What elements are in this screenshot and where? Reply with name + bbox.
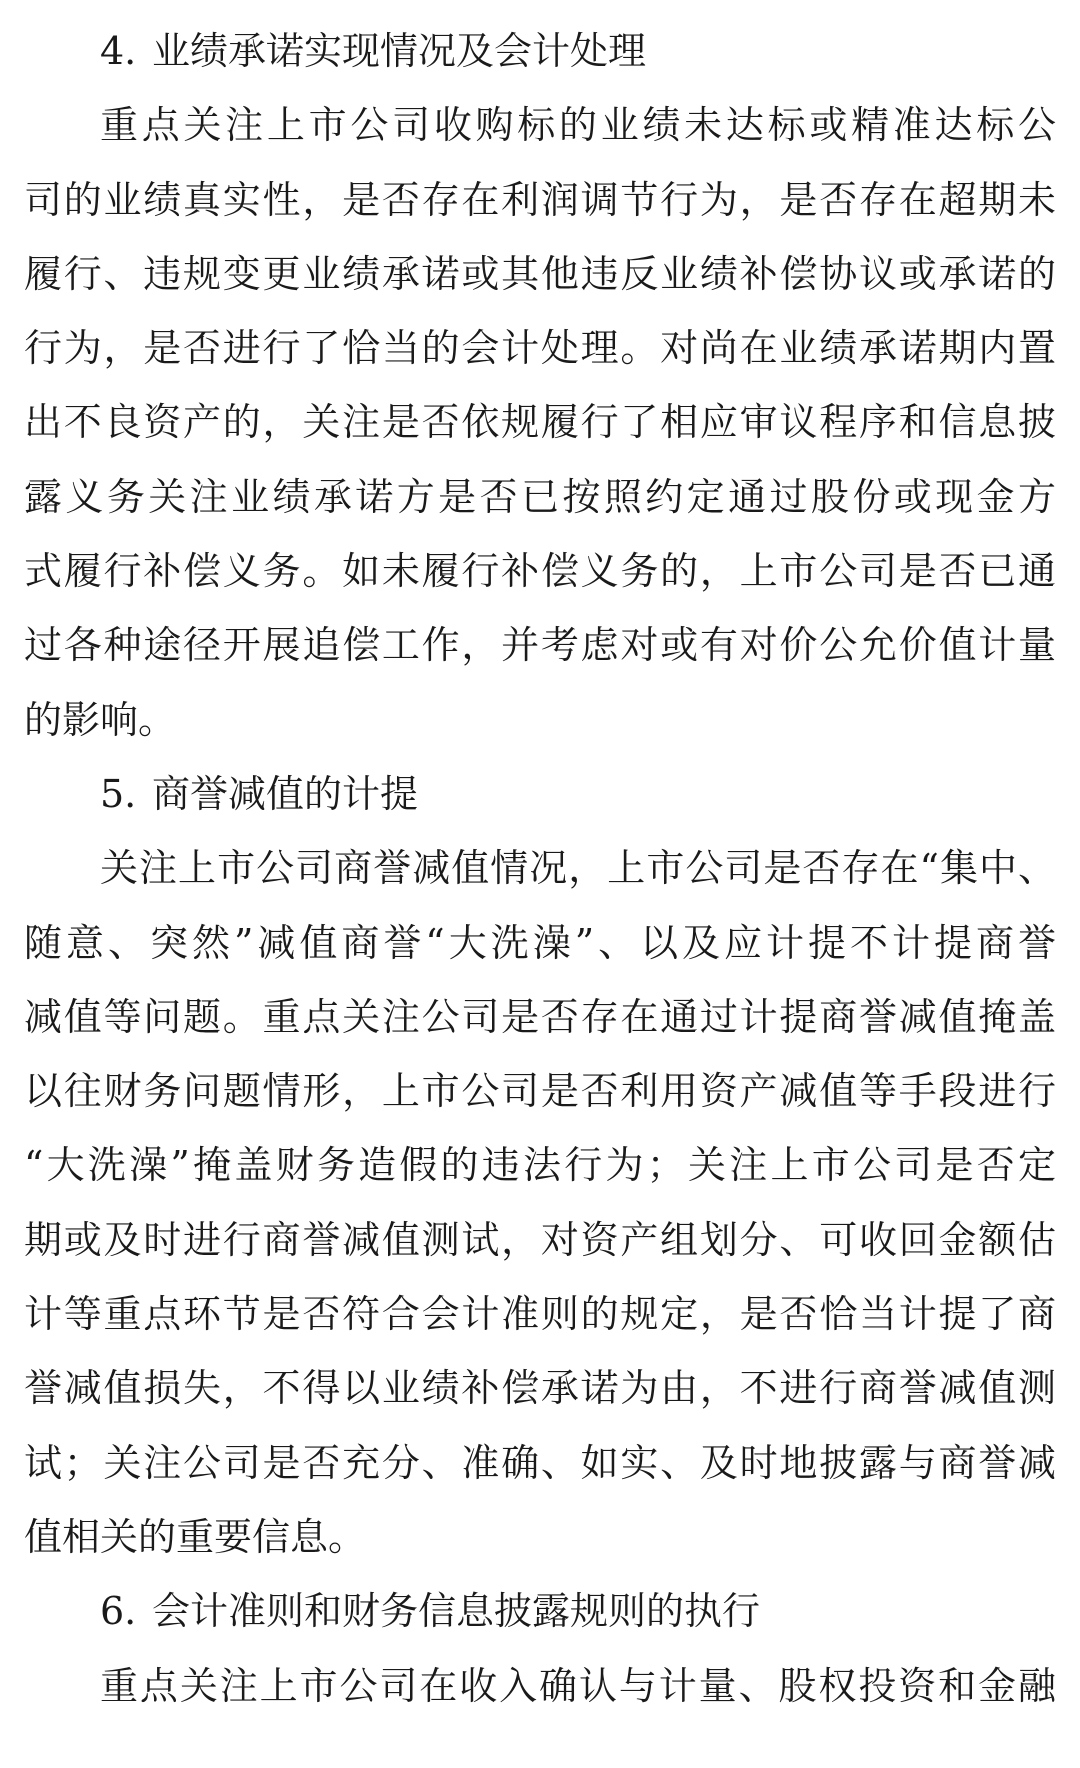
paragraph-line: 计等重点环节是否符合会计准则的规定，是否恰当计提了商 [24, 1292, 1056, 1337]
paragraph-line: 行为，是否进行了恰当的会计处理。对尚在业绩承诺期内置 [24, 326, 1056, 371]
section-title: 商誉减值的计提 [152, 771, 419, 816]
paragraph-line: 誉减值损失，不得以业绩补偿承诺为由，不进行商誉减值测 [24, 1366, 1056, 1411]
section-title: 会计准则和财务信息披露规则的执行 [152, 1589, 761, 1634]
paragraph-line: 随意、突然”减值商誉“大洗澡”、以及应计提不计提商誉 [24, 920, 1056, 965]
section-number: 6. [100, 1589, 137, 1634]
paragraph-line: 试；关注公司是否充分、准确、如实、及时地披露与商誉减 [24, 1440, 1056, 1485]
paragraph-line: 出不良资产的，关注是否依规履行了相应审议程序和信息披 [24, 400, 1056, 445]
paragraph-line: 司的业绩真实性，是否存在利润调节行为，是否存在超期未 [24, 177, 1056, 222]
paragraph-line: 式履行补偿义务。如未履行补偿义务的，上市公司是否已通 [24, 549, 1056, 594]
document-body [24, 14, 1056, 1723]
paragraph-line: 露义务关注业绩承诺方是否已按照约定通过股份或现金方 [24, 474, 1056, 519]
section-number: 5. [100, 771, 137, 816]
section-title: 业绩承诺实现情况及会计处理 [152, 29, 647, 73]
section-heading [24, 1574, 1056, 1648]
paragraph-line: 重点关注上市公司在收入确认与计量、股权投资和金融 [100, 1663, 1056, 1708]
paragraph-line: 减值等问题。重点关注公司是否存在通过计提商誉减值掩盖 [24, 994, 1056, 1039]
section-number: 4. [100, 29, 137, 73]
paragraph-line: 履行、违规变更业绩承诺或其他违反业绩补偿协议或承诺的 [24, 251, 1056, 296]
section-heading [24, 757, 1056, 831]
paragraph-line: 重点关注上市公司收购标的业绩未达标或精准达标公 [100, 103, 1056, 148]
paragraph-line: 期或及时进行商誉减值测试，对资产组划分、可收回金额估 [24, 1217, 1056, 1262]
paragraph-line: 关注上市公司商誉减值情况，上市公司是否存在“集中、 [100, 846, 1056, 891]
section-heading [24, 14, 1056, 88]
paragraph-line: 的影响。 [24, 697, 177, 742]
paragraph-line: “大洗澡”掩盖财务造假的违法行为；关注上市公司是否定 [24, 1143, 1056, 1188]
paragraph-line: 过各种途径开展追偿工作，并考虑对或有对价公允价值计量 [24, 623, 1056, 668]
paragraph-line: 以往财务问题情形，上市公司是否利用资产减值等手段进行 [24, 1069, 1056, 1114]
paragraph-line: 值相关的重要信息。 [24, 1514, 367, 1559]
